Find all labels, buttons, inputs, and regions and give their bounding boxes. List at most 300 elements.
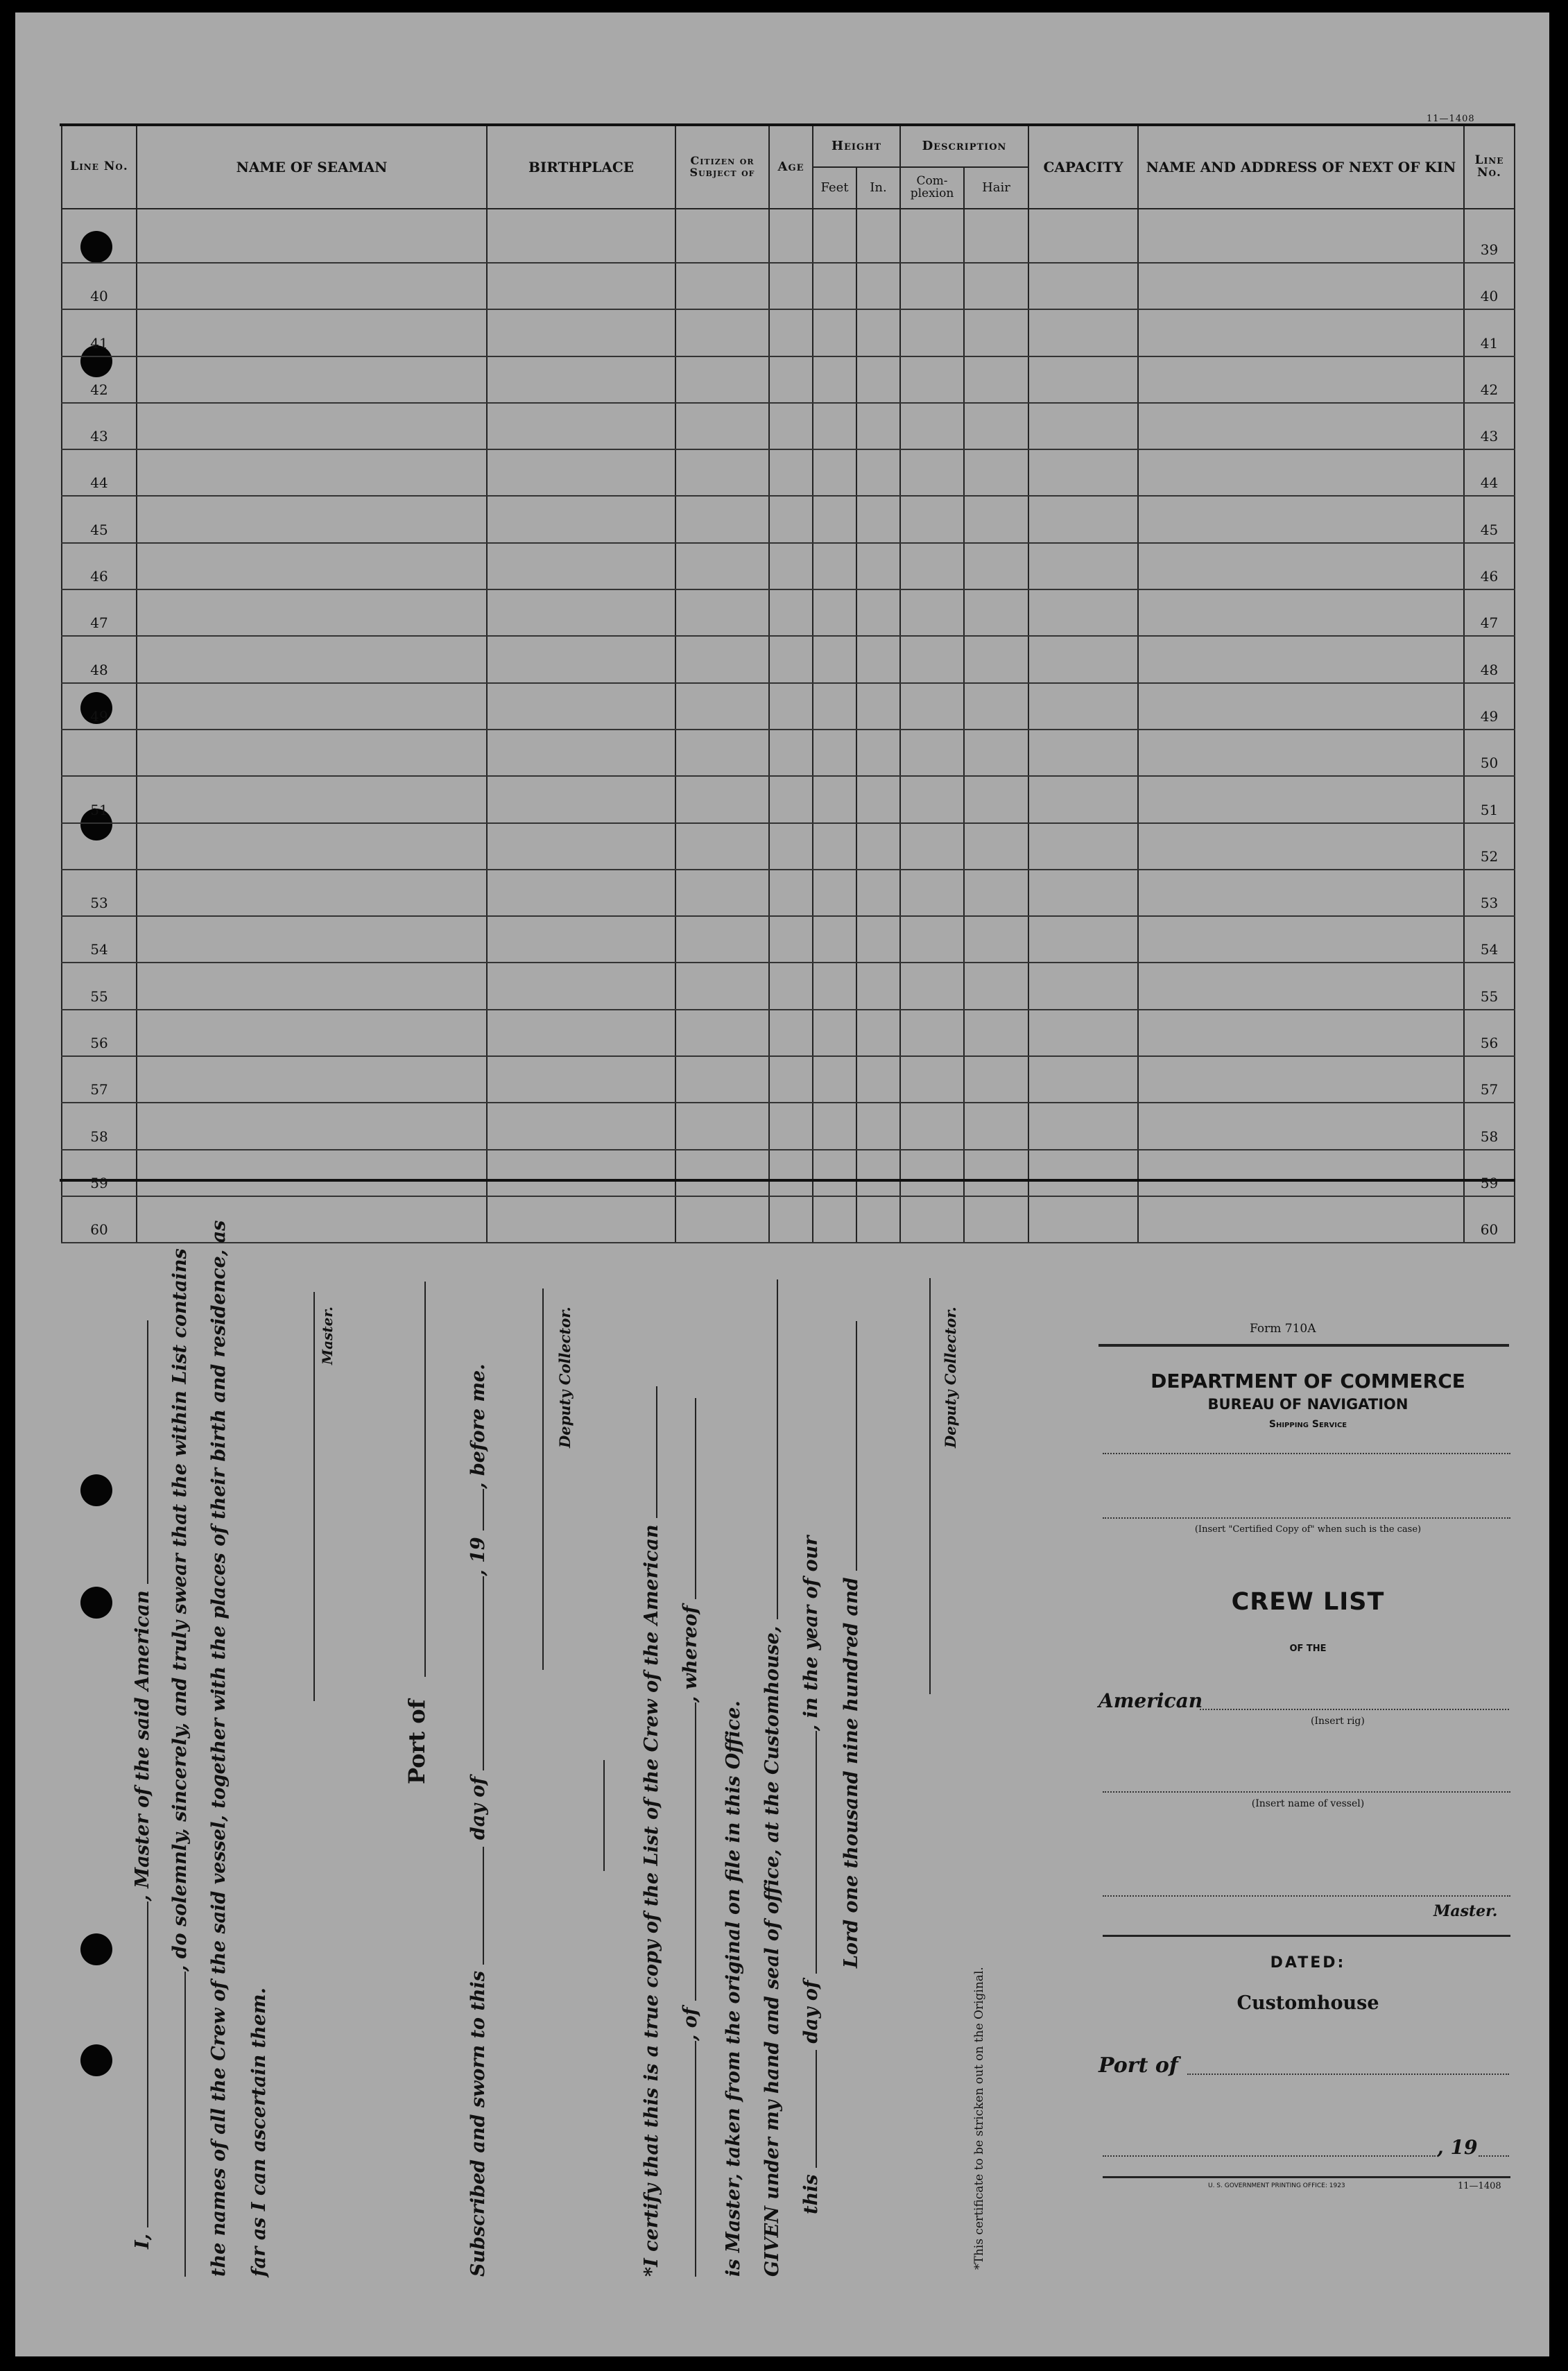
table-cell [813,1196,856,1243]
line-number-left: 58 [62,1103,137,1149]
master-text: Master. [1433,1902,1498,1920]
table-cell [487,683,675,730]
table-cell [856,870,900,916]
table-cell [900,683,964,730]
table-cell [1028,263,1138,309]
line-number-left: 60 [62,1196,137,1243]
rig-rule [1200,1709,1509,1710]
table-cell [487,870,675,916]
year-rule [1479,2155,1509,2157]
year-19-text: , 19 [467,1537,489,1576]
document-page [15,12,1549,2356]
table-cell [1138,823,1464,870]
table-cell [137,403,487,449]
blank-name [146,1902,148,2227]
master-signature-line [313,1292,315,1701]
table-cell [675,1103,769,1149]
table-row [62,309,1515,356]
cover-mid-rule [1103,1935,1510,1937]
table-row [62,1056,1515,1103]
table-cell [1028,963,1138,1009]
table-cell [964,963,1028,1009]
crew-list-title: CREW LIST [1231,1588,1385,1616]
table-cell [487,730,675,776]
table-cell [487,403,675,449]
blank-port [694,1702,696,2001]
table-cell [900,1150,964,1196]
line-number-left: 43 [62,403,137,449]
table-cell [900,730,964,776]
table-cell [1028,309,1138,356]
oath-line-1 [132,1320,153,2249]
table-cell [1138,543,1464,589]
table-cell [856,309,900,356]
table-cell [813,963,856,1009]
of-text: , of [680,2007,701,2041]
blank-year [482,1489,484,1531]
col-line-no: Line No. [62,126,137,209]
day-of-text: day of [467,1777,489,1840]
table-cell [856,1150,900,1196]
col-age: Age [769,126,813,209]
table-cell [1138,449,1464,496]
col-inches: In. [856,167,900,209]
table-cell [769,356,813,403]
col-capacity: CAPACITY [1028,126,1138,209]
line-number-right: 59 [1464,1150,1515,1196]
table-cell [813,403,856,449]
table-cell [856,496,900,542]
table-cell [487,916,675,963]
table-cell [813,636,856,682]
is-master-text: is Master, taken from the original on file in this Office. [723,1700,744,2277]
subscribed-text: Subscribed and sworn to this [467,1970,489,2277]
blank-rig [655,1386,657,1518]
table-cell [1028,589,1138,636]
line-number-right: 50 [1464,730,1515,776]
punch-hole [80,2044,112,2076]
line-number-right: 51 [1464,776,1515,822]
table-row [62,916,1515,963]
table-cell [900,823,964,870]
cover-rule-1 [1103,1453,1510,1454]
table-cell [1138,963,1464,1009]
table-cell [964,449,1028,496]
table-cell [856,403,900,449]
lord-line [841,1321,862,1968]
table-cell [137,776,487,822]
line-number-right: 57 [1464,1056,1515,1103]
table-cell [856,916,900,963]
table-cell [813,263,856,309]
table-cell [675,403,769,449]
form-number: Form 710A [1250,1322,1316,1336]
table-cell [856,636,900,682]
table-cell [769,823,813,870]
table-cell [487,309,675,356]
table-row [62,589,1515,636]
table-cell [675,776,769,822]
oath-line-4 [248,1988,270,2277]
table-cell [137,209,487,263]
line-number-right: 44 [1464,449,1515,496]
table-row [62,683,1515,730]
line-number-left: 48 [62,636,137,682]
table-cell [769,449,813,496]
table-cell [1028,1196,1138,1243]
table-cell [813,1056,856,1103]
table-cell [1138,870,1464,916]
table-cell [856,543,900,589]
table-cell [900,496,964,542]
table-row [62,1103,1515,1149]
oath-swear: , do solemnly, sincerely, and truly swear that the within List contains [169,1248,191,1972]
table-cell [1028,683,1138,730]
table-cell [769,776,813,822]
table-cell [487,1056,675,1103]
year-text: , 19 [1437,2136,1478,2159]
col-line-no-right: Line No. [1464,126,1515,209]
table-cell [813,543,856,589]
table-cell [1028,1150,1138,1196]
table-row [62,823,1515,870]
line-number-right: 55 [1464,963,1515,1009]
table-cell [675,823,769,870]
table-cell [487,449,675,496]
oath-i: I, [132,2233,153,2249]
table-cell [675,1196,769,1243]
blank-year2 [855,1321,857,1571]
year-of-our-text: , in the year of our [800,1535,822,1732]
table-cell [1138,496,1464,542]
table-cell [769,1103,813,1149]
line-number-left: 53 [62,870,137,916]
table-cell [487,1196,675,1243]
table-cell [769,870,813,916]
table-cell [487,636,675,682]
oath-line-3 [208,1221,230,2277]
subscribed-line [467,1363,489,2277]
table-cell [769,1150,813,1196]
table-cell [137,449,487,496]
table-cell [1028,1103,1138,1149]
cover-bottom-rule [1103,2176,1510,2178]
line-number-left: 55 [62,963,137,1009]
table-cell [675,309,769,356]
deputy-collector-label: Deputy Collector. [556,1307,574,1448]
table-cell [964,683,1028,730]
col-hair: Hair [964,167,1028,209]
table-cell [487,356,675,403]
table-cell [487,776,675,822]
table-row [62,776,1515,822]
table-cell [769,1196,813,1243]
table-cell [769,683,813,730]
table-cell [856,356,900,403]
table-cell [137,636,487,682]
certify-line [641,1386,662,2277]
port-of-text: Port of [1099,2053,1178,2078]
table-cell [675,356,769,403]
table-cell [964,209,1028,263]
table-cell [813,683,856,730]
table-cell [137,356,487,403]
col-height: Height [813,126,900,167]
line-number-right: 60 [1464,1196,1515,1243]
table-row [62,1010,1515,1056]
table-cell [137,1010,487,1056]
col-birthplace: BIRTHPLACE [487,126,675,209]
table-cell [900,1103,964,1149]
form-code: 11—1408 [1427,114,1475,124]
table-cell [900,916,964,963]
this-text: this [800,2174,822,2214]
table-cell [856,1196,900,1243]
table-row [62,730,1515,776]
table-cell [900,309,964,356]
table-cell [900,589,964,636]
table-row [62,636,1515,682]
table-cell [964,589,1028,636]
table-cell [964,776,1028,822]
date-rule [1103,2155,1436,2157]
line-number-left: 57 [62,1056,137,1103]
line-number-right: 56 [1464,1010,1515,1056]
table-cell [487,589,675,636]
line-number-right: 42 [1464,356,1515,403]
table-cell [769,730,813,776]
table-cell [1138,636,1464,682]
table-cell [1028,870,1138,916]
table-cell [675,1056,769,1103]
cover-rule-2 [1103,1517,1510,1519]
table-row [62,543,1515,589]
table-cell [1138,403,1464,449]
line-number-right: 46 [1464,543,1515,589]
table-cell [137,496,487,542]
table-cell [964,356,1028,403]
table-cell [1138,683,1464,730]
table-cell [675,916,769,963]
table-cell [964,870,1028,916]
line-number-left [62,730,137,776]
table-row [62,870,1515,916]
table-cell [487,1010,675,1056]
table-cell [675,589,769,636]
table-cell [137,963,487,1009]
line-number-right: 41 [1464,309,1515,356]
table-cell [964,1103,1028,1149]
table-cell [1028,636,1138,682]
table-cell [856,823,900,870]
port-of-line [424,1282,426,1677]
table-cell [487,823,675,870]
table-cell [1028,1010,1138,1056]
col-name-of-seaman: NAME OF SEAMAN [137,126,487,209]
table-cell [856,683,900,730]
table-cell [1138,309,1464,356]
table-cell [487,263,675,309]
table-cell [1028,543,1138,589]
line-number-right: 58 [1464,1103,1515,1149]
table-cell [1138,776,1464,822]
table-cell [856,263,900,309]
crew-table [61,125,1515,1243]
table-cell [1028,730,1138,776]
table-cell [856,776,900,822]
table-cell [487,543,675,589]
blank-month2 [815,1731,817,1974]
master-label: Master. [319,1307,336,1365]
port-of-label: Port of [404,1699,430,1784]
table-cell [964,496,1028,542]
table-cell [1028,403,1138,449]
table-cell [856,209,900,263]
american-text: American [1099,1689,1203,1712]
table-cell [675,263,769,309]
table-cell [1028,449,1138,496]
table-cell [675,636,769,682]
table-cell [813,496,856,542]
table-cell [813,916,856,963]
table-cell [137,1103,487,1149]
table-cell [769,963,813,1009]
footnote: *This certificate to be stricken out on the Original. [972,1967,986,2270]
dept-title: DEPARTMENT OF COMMERCE [1151,1370,1465,1393]
this-day-line [800,1535,822,2214]
short-signature-line [603,1760,605,1871]
table-cell [813,309,856,356]
table-cell [900,870,964,916]
table-cell [769,543,813,589]
table-cell [856,449,900,496]
table-cell [675,496,769,542]
table-cell [1138,589,1464,636]
given-line [761,1279,783,2277]
line-number-left: 44 [62,449,137,496]
table-cell [1028,916,1138,963]
given-text: GIVEN under my hand and seal of office, at the Customhouse, [761,1626,783,2277]
col-next-of-kin: NAME AND ADDRESS OF NEXT OF KIN [1138,126,1464,209]
table-cell [675,730,769,776]
table-row [62,356,1515,403]
table-cell [964,403,1028,449]
table-cell [900,449,964,496]
table-cell [856,963,900,1009]
table-row [62,1196,1515,1243]
table-cell [487,1103,675,1149]
punch-hole [80,1933,112,1965]
before-me-text: , before me. [467,1363,489,1489]
of-whereof-line [680,1398,701,2277]
table-cell [675,870,769,916]
table-cell [1138,263,1464,309]
table-cell [769,1010,813,1056]
line-number-left: 54 [62,916,137,963]
table-cell [900,403,964,449]
table-cell [675,683,769,730]
table-cell [900,543,964,589]
cover-top-rule [1099,1344,1509,1347]
table-cell [813,1010,856,1056]
table-row [62,496,1515,542]
table-cell [964,263,1028,309]
table-cell [1138,356,1464,403]
table-divider [60,1180,1515,1181]
table-cell [769,636,813,682]
table-cell [813,823,856,870]
bureau-title: BUREAU OF NAVIGATION [1207,1396,1408,1413]
table-cell [964,730,1028,776]
table-cell [1138,1103,1464,1149]
table-cell [813,1103,856,1149]
line-number-right: 45 [1464,496,1515,542]
table-row [62,449,1515,496]
customhouse-text: Customhouse [1237,1992,1379,2014]
table-cell [900,776,964,822]
line-number-left: 42 [62,356,137,403]
blank-day [482,1847,484,1965]
col-citizen: Citizen or Subject of [675,126,769,209]
oath-ascertain: far as I can ascertain them. [248,1988,270,2277]
table-cell [487,963,675,1009]
table-cell [1138,730,1464,776]
dated-text: DATED: [1270,1954,1346,1972]
table-cell [813,776,856,822]
table-cell [137,870,487,916]
table-cell [813,356,856,403]
of-the-text: OF THE [1289,1644,1327,1654]
line-number-left: 59 [62,1150,137,1196]
cover-form-code: 11—1408 [1458,2181,1501,2191]
table-cell [856,589,900,636]
line-number-right: 48 [1464,636,1515,682]
is-master-line [723,1700,744,2277]
table-row [62,209,1515,263]
table-cell [813,209,856,263]
punch-hole [80,1474,112,1506]
table-cell [900,963,964,1009]
blank-month [482,1576,484,1770]
table-cell [675,1010,769,1056]
table-cell [137,683,487,730]
table-cell [769,916,813,963]
line-number-left: 46 [62,543,137,589]
table-cell [964,309,1028,356]
table-cell [1138,1196,1464,1243]
table-cell [1028,209,1138,263]
oath-crew-names: the names of all the Crew of the said vessel, together with the places of their birth and residence, as [208,1220,230,2277]
table-cell [964,916,1028,963]
deputy-signature-line [542,1288,544,1670]
table-cell [137,309,487,356]
deputy-collector-label-2: Deputy Collector. [942,1307,959,1448]
table-cell [900,263,964,309]
punch-hole [80,1587,112,1619]
table-cell [813,589,856,636]
line-number-right: 39 [1464,209,1515,263]
table-cell [900,209,964,263]
table-cell [769,496,813,542]
table-cell [137,1150,487,1196]
blank-vessel-name [184,1972,186,2277]
certified-note: (Insert "Certified Copy of" when such is the case) [1194,1524,1422,1535]
line-number-right: 47 [1464,589,1515,636]
table-cell [675,1150,769,1196]
table-cell [675,543,769,589]
whereof-text: , whereof [680,1605,701,1703]
table-cell [1028,1056,1138,1103]
